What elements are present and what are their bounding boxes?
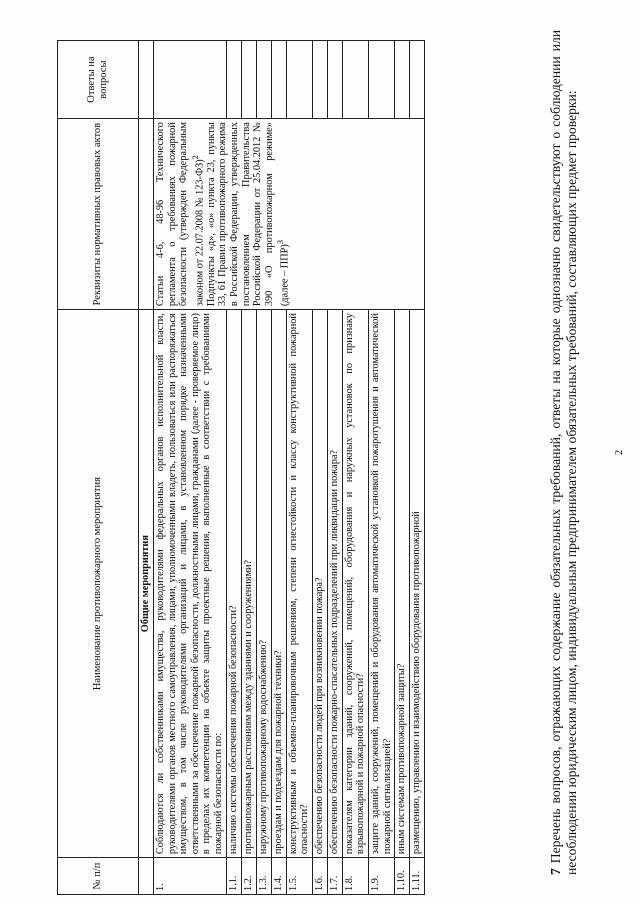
row-number: 1.8. xyxy=(342,858,368,895)
answer-cell[interactable] xyxy=(154,41,227,119)
row-number: 1.9. xyxy=(368,858,394,895)
row-number: 1.6. xyxy=(312,858,327,895)
row-text: конструктивным и объемно-планировочным решениям, степени огнестойкости и классу конструктивной пожарной опасности? xyxy=(286,310,312,858)
row-text: показателям категории зданий, сооружений, помещений, оборудования и наружных установок по признаку взрывопожарной и пожарной опасности? xyxy=(342,310,368,858)
heading-text: Перечень вопросов, отражающих содержание обязательных требований, ответы на которые однозначно свидетельствуют о соблюдении или несоблюдении юридическим лицом, индивидуальным предпринимателем обязательных требований, составляющих предмет проверки: xyxy=(548,30,579,875)
row-number: 1.10. xyxy=(395,858,410,895)
answer-cell[interactable] xyxy=(395,41,410,119)
answer-cell[interactable] xyxy=(327,41,342,119)
table-row xyxy=(154,41,227,895)
row-text: обеспечению безопасности людей при возникновении пожара? xyxy=(312,310,327,858)
answer-cell[interactable] xyxy=(342,41,368,119)
answer-cell[interactable] xyxy=(368,41,394,119)
row-text: проездам и подъездам для пожарной техники? xyxy=(271,310,286,858)
answer-cell[interactable] xyxy=(226,41,241,119)
header-requisites: Реквизиты нормативных правовых актов xyxy=(58,119,139,310)
row-number: 1.2. xyxy=(241,858,256,895)
row-number: 1.4. xyxy=(271,858,286,895)
requisites-cell xyxy=(154,119,425,310)
checklist-table xyxy=(57,40,425,895)
answer-cell[interactable] xyxy=(286,41,312,119)
row-text: наличию системы обеспечения пожарной безопасности? xyxy=(226,310,241,858)
answer-cell[interactable] xyxy=(256,41,271,119)
row-text: размещению, управлению и взаимодействию оборудования противопожарной xyxy=(410,310,425,858)
row-number: 1.1. xyxy=(226,858,241,895)
row-number: 1. xyxy=(154,858,227,895)
row-number: 1.11. xyxy=(410,858,425,895)
answer-cell[interactable] xyxy=(410,41,425,119)
footnote-ref-3: 3 xyxy=(275,239,286,245)
row-text: иным системам противопожарной защиты? xyxy=(395,310,410,858)
requisites-part2: Подпункты «д», «о» пункта 23, пункты 33, 61 Правил противопожарного режима в Российской Федерации, утвержденных постановлением Правительства Российской Федерации от 25.04.2012 № 390 «О противопожарном режиме» (далее – ППР) xyxy=(205,122,291,307)
section-heading xyxy=(548,30,579,875)
answer-cell[interactable] xyxy=(312,41,327,119)
header-measure: Наименование противопожарного мероприятия xyxy=(58,310,139,858)
row-text: наружному противопожарному водоснабжению? xyxy=(256,310,271,858)
page-number: 2 xyxy=(614,450,625,455)
section-title: Общие мероприятия xyxy=(139,310,154,858)
row-text: Соблюдаются ли собственниками имущества, руководителями федеральных органов исполнительной власти, руководителями органов местного самоуправления, лицами, уполномоченными владеть, пользоваться или распоряжаться имуществом, в том числе руководителями организаций и лицами, в установленном порядке назначенными ответственными за обеспечение пожарной безопасности, должностными лицами, гражданами (далее - проверяемое лицо) в пределах их компетенции на объекте защиты проектные решения, выполненные в соответствии с требованиями пожарной безопасности по: xyxy=(154,310,227,858)
row-number: 1.5. xyxy=(286,858,312,895)
section-row xyxy=(139,41,154,895)
footnote-ref-2: 2 xyxy=(189,155,200,160)
row-text: противопожарным расстояниям между зданиями и сооружениями? xyxy=(241,310,256,858)
answer-cell[interactable] xyxy=(271,41,286,119)
row-text: обеспечению безопасности пожарно-спасательных подразделений при ликвидации пожара? xyxy=(327,310,342,858)
table-header-row xyxy=(58,41,139,895)
requisites-part1: Статьи 4-6, 48-96 Технического регламента о требованиях пожарной безопасности (утвержден Федеральным законом от 22.07.2008 № 123-ФЗ) xyxy=(155,122,206,307)
header-number: № п/п xyxy=(58,858,139,895)
row-text: защите зданий, сооружений, помещений и оборудования автоматической установкой пожаротушения и автоматической пожарной сигнализацией? xyxy=(368,310,394,858)
header-answers: Ответы на вопросы xyxy=(58,41,139,119)
heading-number: 7 xyxy=(548,868,563,875)
answer-cell[interactable] xyxy=(241,41,256,119)
row-number: 1.3. xyxy=(256,858,271,895)
row-number: 1.7. xyxy=(327,858,342,895)
